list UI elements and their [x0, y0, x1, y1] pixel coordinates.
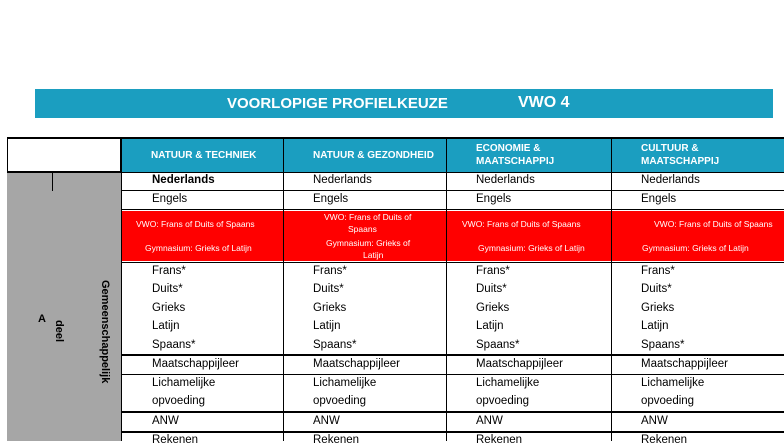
header-line: CULTUUR &: [641, 143, 699, 154]
grid-line: [7, 172, 784, 173]
subject: Spaans*: [476, 339, 520, 351]
subject: Engels: [476, 193, 512, 205]
subject: Spaans*: [641, 339, 685, 351]
subject: Rekenen: [313, 434, 360, 446]
subject: Rekenen: [152, 434, 199, 446]
grid-line: [121, 411, 784, 413]
grid-line: [121, 354, 784, 356]
subject: Latijn: [641, 320, 669, 332]
grid-line: [121, 138, 122, 441]
header-line: ECONOMIE &: [476, 143, 541, 154]
subject: Maatschappijleer: [476, 358, 563, 370]
requirement-vwo: VWO: Frans of Duits of: [324, 212, 412, 222]
subject: opvoeding: [313, 395, 367, 407]
grid-line: [121, 374, 784, 375]
subject: ANW: [641, 415, 668, 427]
subject: Frans*: [152, 265, 186, 277]
header-text: NATUUR & GEZONDHEID: [313, 149, 434, 161]
subject: ANW: [476, 415, 503, 427]
sidebar-label-gemeenschappelijk: Gemeenschappelijk: [99, 280, 111, 384]
subject: Rekenen: [641, 434, 688, 446]
subject: Lichamelijke: [313, 377, 377, 389]
requirement-gymnasium: Gymnasium: Grieks of Latijn: [478, 243, 585, 253]
subject: Maatschappijleer: [641, 358, 728, 370]
requirement-gymnasium: Gymnasium: Grieks of Latijn: [145, 243, 252, 253]
header-line: MAATSCHAPPIJ: [641, 156, 720, 167]
subject: Spaans*: [152, 339, 196, 351]
subject: Spaans*: [313, 339, 357, 351]
subject: Engels: [641, 193, 677, 205]
subject: Grieks: [313, 302, 347, 314]
grid-line: [7, 137, 784, 139]
subject: Duits*: [641, 283, 672, 295]
subject: Grieks: [641, 302, 675, 314]
sidebar-label-deel: deel: [53, 320, 65, 343]
requirement-vwo: VWO: Frans of Duits of Spaans: [462, 219, 581, 229]
subject: Nederlands: [476, 174, 535, 186]
subject: Latijn: [152, 320, 180, 332]
subject: Frans*: [641, 265, 675, 277]
subject: Duits*: [313, 283, 344, 295]
grid-line: [446, 138, 447, 441]
subject: Lichamelijke: [152, 377, 216, 389]
requirement-vwo: VWO: Frans of Duits of Spaans: [654, 219, 773, 229]
grid-line: [121, 209, 784, 210]
subject: Lichamelijke: [476, 377, 540, 389]
requirement-gymnasium: Gymnasium: Grieks of: [326, 238, 411, 248]
grid-line: [121, 190, 784, 191]
requirement-vwo: VWO: Frans of Duits of Spaans: [136, 219, 255, 229]
subject: ANW: [313, 415, 340, 427]
header-text: NATUUR & TECHNIEK: [151, 149, 257, 161]
subject: Lichamelijke: [641, 377, 705, 389]
requirement-vwo: Spaans: [348, 224, 377, 234]
subject: Grieks: [152, 302, 186, 314]
subject: Frans*: [313, 265, 347, 277]
subject: Engels: [313, 193, 349, 205]
subject: ANW: [152, 415, 179, 427]
requirement-gymnasium: Gymnasium: Grieks of Latijn: [642, 243, 749, 253]
subject: Latijn: [313, 320, 341, 332]
header-line: MAATSCHAPPIJ: [476, 156, 555, 167]
subject: Frans*: [476, 265, 510, 277]
level-label: VWO 4: [518, 94, 570, 111]
subject: opvoeding: [476, 395, 530, 407]
sidebar-label-a: A: [38, 313, 46, 325]
grid-line: [283, 138, 284, 441]
subject: Nederlands: [313, 174, 372, 186]
requirement-gymnasium: Latijn: [363, 250, 384, 260]
grid-line: [121, 431, 784, 433]
subject: Duits*: [152, 283, 183, 295]
subject: Grieks: [476, 302, 510, 314]
subject: Nederlands: [641, 174, 700, 186]
subject: Engels: [152, 193, 188, 205]
grid-line: [121, 262, 784, 263]
subject: opvoeding: [641, 395, 695, 407]
subject: Latijn: [476, 320, 504, 332]
subject: opvoeding: [152, 395, 206, 407]
subject: Maatschappijleer: [313, 358, 400, 370]
page-title: VOORLOPIGE PROFIELKEUZE: [227, 95, 448, 112]
subject: Rekenen: [476, 434, 523, 446]
subject: Duits*: [476, 283, 507, 295]
subject: Maatschappijleer: [152, 358, 239, 370]
grid-line: [611, 138, 612, 441]
subject: Nederlands: [152, 174, 215, 186]
